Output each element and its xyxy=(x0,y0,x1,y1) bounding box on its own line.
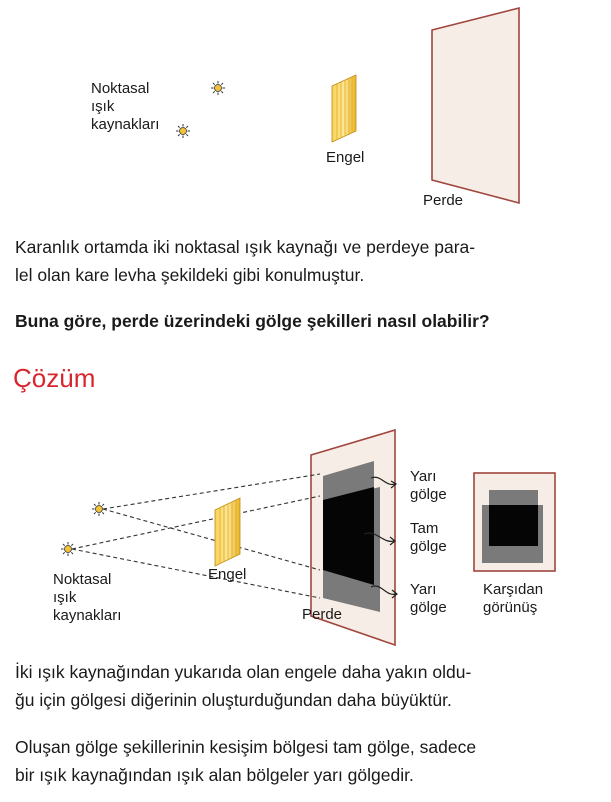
solution-source-label: Noktasal ışık kaynakları xyxy=(53,571,122,624)
solution-heading: Çözüm xyxy=(13,363,96,393)
screen-panel xyxy=(432,8,519,203)
light-source-icon-lower xyxy=(176,124,190,138)
solution-screen-label: Perde xyxy=(302,606,343,623)
solution-paragraph-2: Oluşan gölge şekillerinin kesişim bölgesi tam gölge, sadece bir ışık kaynağından ışık alan bölgeler yarı gölgedir. xyxy=(15,737,477,785)
light-source-icon-upper xyxy=(211,81,225,95)
problem-text: Karanlık ortamda iki noktasal ışık kaynağı ve perdeye para- lel olan kare levha şekildeki gibi konulmuştur. xyxy=(15,237,476,285)
source-label: Noktasal ışık kaynakları xyxy=(91,80,160,133)
front-view-label: Karşıdan görünüş xyxy=(483,581,544,616)
obstacle-plate xyxy=(332,75,356,142)
full-shadow xyxy=(323,487,374,585)
front-view-diagram xyxy=(474,473,555,571)
screen-label: Perde xyxy=(423,192,464,209)
solution-obstacle-label: Engel xyxy=(208,566,247,583)
full-shadow-label: Tam gölge xyxy=(410,520,447,555)
obstacle-label: Engel xyxy=(326,149,365,166)
half-shadow-top-label: Yarı gölge xyxy=(410,468,447,503)
solution-paragraph-1: İki ışık kaynağından yukarıda olan engele daha yakın oldu- ğu için gölgesi diğerinin oluşturduğundan daha büyüktür. xyxy=(15,662,472,710)
solution-light-source-icon-lower xyxy=(61,542,75,556)
question-text: Buna göre, perde üzerindeki gölge şekilleri nasıl olabilir? xyxy=(15,311,490,331)
solution-light-source-icon-upper xyxy=(92,502,106,516)
half-shadow-bottom-label: Yarı gölge xyxy=(410,581,447,616)
solution-obstacle-plate xyxy=(215,498,240,566)
